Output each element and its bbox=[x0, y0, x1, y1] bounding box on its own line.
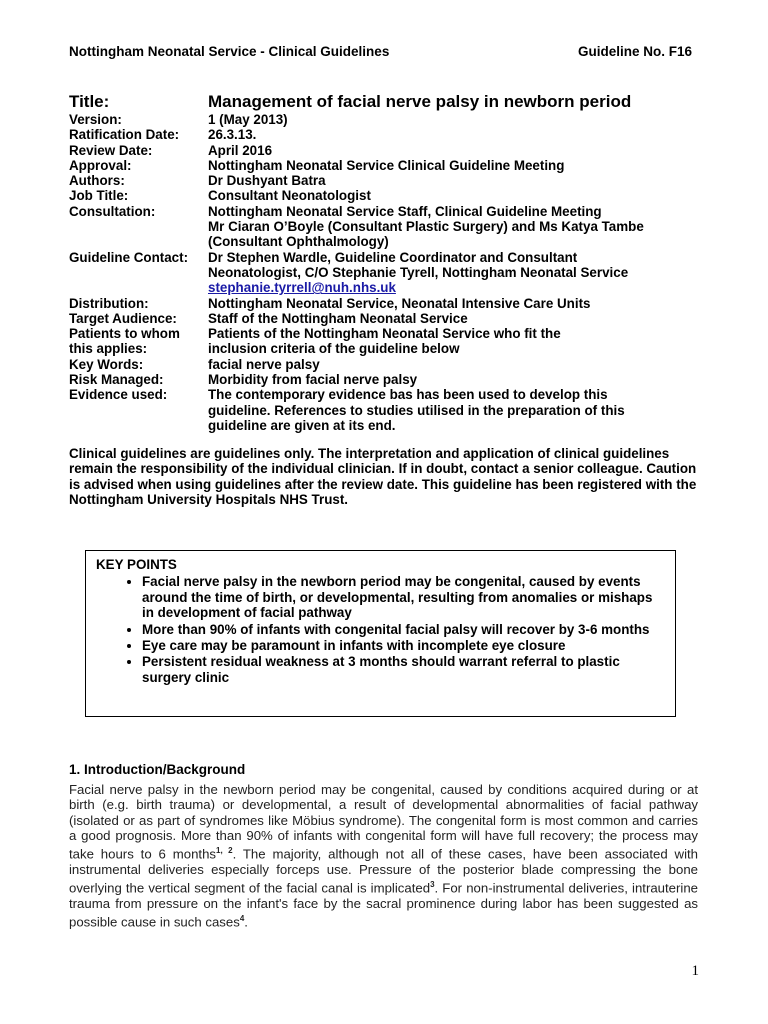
metadata-row bbox=[69, 372, 709, 387]
metadata-value-line: Dr Dushyant Batra bbox=[208, 173, 326, 189]
header-guideline-number: Guideline No. F16 bbox=[577, 44, 692, 59]
metadata-value-line: The contemporary evidence bas has been used to develop this bbox=[208, 387, 608, 403]
metadata-value bbox=[208, 357, 709, 372]
metadata-row bbox=[69, 311, 709, 326]
citation: 3 bbox=[430, 880, 435, 890]
metadata-value bbox=[208, 188, 709, 203]
section-heading-introduction: 1. Introduction/Background bbox=[69, 762, 246, 777]
intro-text: . bbox=[244, 914, 248, 930]
metadata-row bbox=[69, 341, 709, 356]
metadata-value bbox=[208, 372, 709, 387]
title-label: Title: bbox=[69, 92, 110, 111]
metadata-row bbox=[69, 173, 709, 188]
metadata-value bbox=[208, 250, 709, 296]
guideline-metadata bbox=[69, 92, 709, 433]
metadata-value-line: Patients of the Nottingham Neonatal Service who fit the bbox=[208, 326, 561, 342]
metadata-label: Target Audience: bbox=[69, 310, 177, 326]
header-service-title: Nottingham Neonatal Service - Clinical Guidelines bbox=[69, 44, 390, 59]
metadata-row bbox=[69, 204, 709, 250]
metadata-label: Authors: bbox=[69, 173, 125, 189]
metadata-label: Job Title: bbox=[69, 188, 129, 204]
metadata-value bbox=[208, 341, 709, 356]
metadata-value bbox=[208, 173, 709, 188]
metadata-label: Key Words: bbox=[69, 356, 144, 372]
metadata-label: Distribution: bbox=[69, 295, 149, 311]
metadata-value-line: Neonatologist, C/O Stephanie Tyrell, Nottingham Neonatal Service bbox=[208, 264, 629, 280]
metadata-value bbox=[208, 143, 709, 158]
metadata-value bbox=[208, 311, 709, 326]
citation: 1, 2 bbox=[216, 846, 233, 856]
citation: 4 bbox=[239, 914, 245, 924]
metadata-value-line: 26.3.13. bbox=[208, 127, 257, 143]
intro-text: . For non-instrumental deliveries, intrauterine trauma from pressure on the infant's face by the sacral prominence during labor has been suggested as possible cause in such cases bbox=[69, 880, 698, 930]
metadata-label: Patients to whom bbox=[69, 326, 180, 342]
metadata-row bbox=[69, 326, 709, 341]
intro-text: Facial nerve palsy in the newborn period may be congenital, caused by conditions acquired during or at birth (e.g. birth trauma) or developmental, a result of developmental abnormalities of facial pathway (isolated or as part of syndromes like Möbius syndrome). The congenital form is most common and carries a good prognosis. More than 90% of infants with congenital form will have full recovery; the process may take hours to 6 months bbox=[69, 782, 698, 862]
metadata-row bbox=[69, 387, 709, 433]
title-value: Management of facial nerve palsy in newborn period bbox=[208, 92, 632, 111]
metadata-value-line: Nottingham Neonatal Service, Neonatal Intensive Care Units bbox=[208, 295, 591, 311]
metadata-value bbox=[208, 387, 709, 433]
metadata-label: Approval: bbox=[69, 157, 132, 173]
metadata-row bbox=[69, 296, 709, 311]
key-points-heading: KEY POINTS bbox=[96, 557, 177, 572]
metadata-label: Guideline Contact: bbox=[69, 249, 189, 265]
metadata-label: Evidence used: bbox=[69, 387, 168, 403]
metadata-value bbox=[208, 158, 709, 173]
metadata-value-line: Nottingham Neonatal Service Clinical Guideline Meeting bbox=[208, 157, 565, 173]
metadata-value-line: Staff of the Nottingham Neonatal Service bbox=[208, 310, 468, 326]
key-point-item: • Facial nerve palsy in the newborn period may be congenital, caused by events around the time of birth, or developmental, resulting from anomalies or mishaps in development of facial pathway bbox=[142, 574, 665, 620]
introduction-paragraph bbox=[69, 782, 698, 930]
key-point-item: • Persistent residual weakness at 3 months should warrant referral to plastic surgery clinic bbox=[142, 654, 665, 685]
metadata-value-line: Mr Ciaran O’Boyle (Consultant Plastic Surgery) and Ms Katya Tambe bbox=[208, 219, 644, 235]
metadata-label: Ratification Date: bbox=[69, 127, 180, 143]
metadata-value-line: Morbidity from facial nerve palsy bbox=[208, 372, 418, 388]
metadata-value bbox=[208, 204, 709, 250]
metadata-label: this applies: bbox=[69, 341, 148, 357]
metadata-value-line: inclusion criteria of the guideline below bbox=[208, 341, 460, 357]
metadata-label: Risk Managed: bbox=[69, 372, 164, 388]
key-point-item: • Eye care may be paramount in infants with incomplete eye closure bbox=[142, 638, 665, 653]
metadata-label: Review Date: bbox=[69, 142, 153, 158]
metadata-label: Consultation: bbox=[69, 203, 156, 219]
metadata-value-line: 1 (May 2013) bbox=[208, 112, 288, 127]
title-row bbox=[69, 92, 709, 112]
metadata-row bbox=[69, 127, 709, 142]
metadata-value-line: Consultant Neonatologist bbox=[208, 188, 371, 204]
key-points-list bbox=[96, 574, 665, 685]
key-points-box bbox=[85, 550, 676, 717]
metadata-value-line: guideline are given at its end. bbox=[208, 417, 396, 433]
metadata-value-line: Nottingham Neonatal Service Staff, Clinical Guideline Meeting bbox=[208, 203, 602, 219]
metadata-label: Version: bbox=[69, 112, 122, 127]
metadata-row bbox=[69, 250, 709, 296]
metadata-value-line: Dr Stephen Wardle, Guideline Coordinator and Consultant bbox=[208, 249, 578, 265]
metadata-value-line: (Consultant Ophthalmology) bbox=[208, 234, 389, 250]
metadata-row bbox=[69, 188, 709, 203]
metadata-value bbox=[208, 296, 709, 311]
intro-text: . The majority, although not all of these cases, have been associated with instrumental deliveries especially forceps use. Pressure of the posterior blade compressing the bone overlying the vertical segment of the facial canal is implicated bbox=[69, 846, 698, 896]
metadata-value bbox=[208, 326, 709, 341]
metadata-value-line: facial nerve palsy bbox=[208, 356, 320, 372]
metadata-row bbox=[69, 158, 709, 173]
metadata-row bbox=[69, 112, 709, 127]
metadata-row bbox=[69, 357, 709, 372]
key-point-item: • More than 90% of infants with congenital facial palsy will recover by 3-6 months bbox=[142, 622, 665, 637]
metadata-row bbox=[69, 143, 709, 158]
disclaimer-paragraph: Clinical guidelines are guidelines only. The interpretation and application of clinical guidelines remain the responsibility of the individual clinician. If in doubt, contact a senior colleague. Caution is advised when using guidelines after the review date. This guideline has been registered with the Nottingham University Hospitals NHS Trust. bbox=[69, 446, 697, 507]
metadata-value bbox=[208, 127, 709, 142]
metadata-value-line: April 2016 bbox=[208, 142, 273, 158]
page-number: 1 bbox=[691, 963, 699, 979]
metadata-value-line: guideline. References to studies utilised in the preparation of this bbox=[208, 402, 625, 418]
page-header bbox=[69, 44, 692, 59]
metadata-value bbox=[208, 112, 709, 127]
contact-email-link[interactable]: stephanie.tyrrell@nuh.nhs.uk bbox=[208, 280, 396, 296]
